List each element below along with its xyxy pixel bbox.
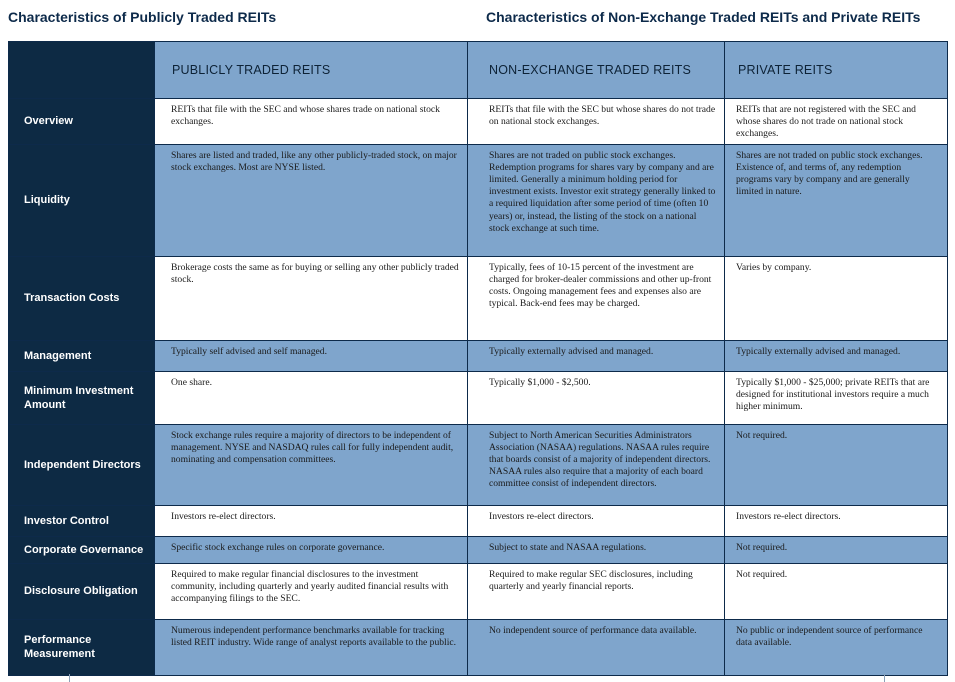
row-label: Overview: [9, 99, 155, 145]
column-header-publicly-traded: PUBLICLY TRADED REITS: [155, 42, 468, 99]
publicly-traded-cell: Stock exchange rules require a majority of directors to be independent of management. NYSE and NASDAQ rules call for fully independent audit, nominating and compensation committees.: [155, 424, 468, 505]
non-exchange-cell: Subject to state and NASAA regulations.: [468, 536, 725, 563]
private-cell: Typically $1,000 - $25,000; private REITs that are designed for institutional investors require a much higher minimum.: [725, 371, 948, 424]
private-cell: Not required.: [725, 424, 948, 505]
table-row: [9, 536, 948, 563]
publicly-traded-cell: Required to make regular financial disclosures to the investment community, including quarterly and yearly audited financial results with accompanying filings to the SEC.: [155, 563, 468, 619]
publicly-traded-cell: One share.: [155, 371, 468, 424]
row-label: Transaction Costs: [9, 256, 155, 340]
right-title: Characteristics of Non-Exchange Traded REITs and Private REITs: [486, 9, 921, 25]
row-label: Management: [9, 340, 155, 371]
private-cell: No public or independent source of performance data available.: [725, 619, 948, 675]
publicly-traded-cell: Brokerage costs the same as for buying or selling any other publicly traded stock.: [155, 256, 468, 340]
non-exchange-cell: Subject to North American Securities Administrators Association (NASAA) regulations. NASAA rules require that boards consist of a majority of independent directors. NASAA rules also require that a majority of each board committee consist of independent directors.: [468, 424, 725, 505]
row-label: Investor Control: [9, 505, 155, 536]
private-cell: Investors re-elect directors.: [725, 505, 948, 536]
publicly-traded-cell: Investors re-elect directors.: [155, 505, 468, 536]
row-label: Disclosure Obligation: [9, 563, 155, 619]
table-row: [9, 424, 948, 505]
non-exchange-cell: Typically externally advised and managed.: [468, 340, 725, 371]
row-label: Liquidity: [9, 144, 155, 256]
table-row: [9, 619, 948, 675]
table-row: [9, 371, 948, 424]
publicly-traded-cell: Shares are listed and traded, like any other publicly-traded stock, on major stock exchanges. Most are NYSE listed.: [155, 144, 468, 256]
non-exchange-cell: Shares are not traded on public stock exchanges. Redemption programs for shares vary by company and are limited. Generally a minimum holding period for investment exists. Investor exit strategy generally linked to a required liquidation after some period of time (often 10 years) or, instead, the listing of the stock on a national stock exchange at such time.: [468, 144, 725, 256]
header-corner: [9, 42, 155, 99]
row-label: Minimum Investment Amount: [9, 371, 155, 424]
bottom-tick-right: [884, 674, 885, 682]
non-exchange-cell: Typically, fees of 10-15 percent of the investment are charged for broker-dealer commissions and other up-front costs. Ongoing management fees and expenses also are typical. Back-end fees may be charged.: [468, 256, 725, 340]
table-row: [9, 340, 948, 371]
non-exchange-cell: Required to make regular SEC disclosures, including quarterly and yearly financial reports.: [468, 563, 725, 619]
column-header-private: PRIVATE REITS: [725, 42, 948, 99]
publicly-traded-cell: Specific stock exchange rules on corporate governance.: [155, 536, 468, 563]
private-cell: Varies by company.: [725, 256, 948, 340]
table-row: [9, 256, 948, 340]
header-row: [9, 42, 948, 99]
publicly-traded-cell: Typically self advised and self managed.: [155, 340, 468, 371]
bottom-tick-left: [69, 674, 70, 682]
table-row: [9, 144, 948, 256]
publicly-traded-cell: Numerous independent performance benchmarks available for tracking listed REIT industry. Wide range of analyst reports available to the public.: [155, 619, 468, 675]
table-row: [9, 99, 948, 145]
row-label: Independent Directors: [9, 424, 155, 505]
left-title: Characteristics of Publicly Traded REITs: [8, 9, 277, 25]
private-cell: Typically externally advised and managed.: [725, 340, 948, 371]
row-label: Corporate Governance: [9, 536, 155, 563]
column-header-non-exchange: NON-EXCHANGE TRADED REITS: [468, 42, 725, 99]
non-exchange-cell: Typically $1,000 - $2,500.: [468, 371, 725, 424]
publicly-traded-cell: REITs that file with the SEC and whose shares trade on national stock exchanges.: [155, 99, 468, 145]
private-cell: Not required.: [725, 536, 948, 563]
row-label: Performance Measurement: [9, 619, 155, 675]
non-exchange-cell: Investors re-elect directors.: [468, 505, 725, 536]
non-exchange-cell: No independent source of performance data available.: [468, 619, 725, 675]
non-exchange-cell: REITs that file with the SEC but whose shares do not trade on national stock exchanges.: [468, 99, 725, 145]
table-row: [9, 563, 948, 619]
reit-comparison-table: [8, 41, 948, 676]
private-cell: REITs that are not registered with the SEC and whose shares do not trade on national stock exchanges.: [725, 99, 948, 145]
private-cell: Shares are not traded on public stock exchanges. Existence of, and terms of, any redemption programs vary by company and are generally limited in nature.: [725, 144, 948, 256]
table-row: [9, 505, 948, 536]
private-cell: Not required.: [725, 563, 948, 619]
